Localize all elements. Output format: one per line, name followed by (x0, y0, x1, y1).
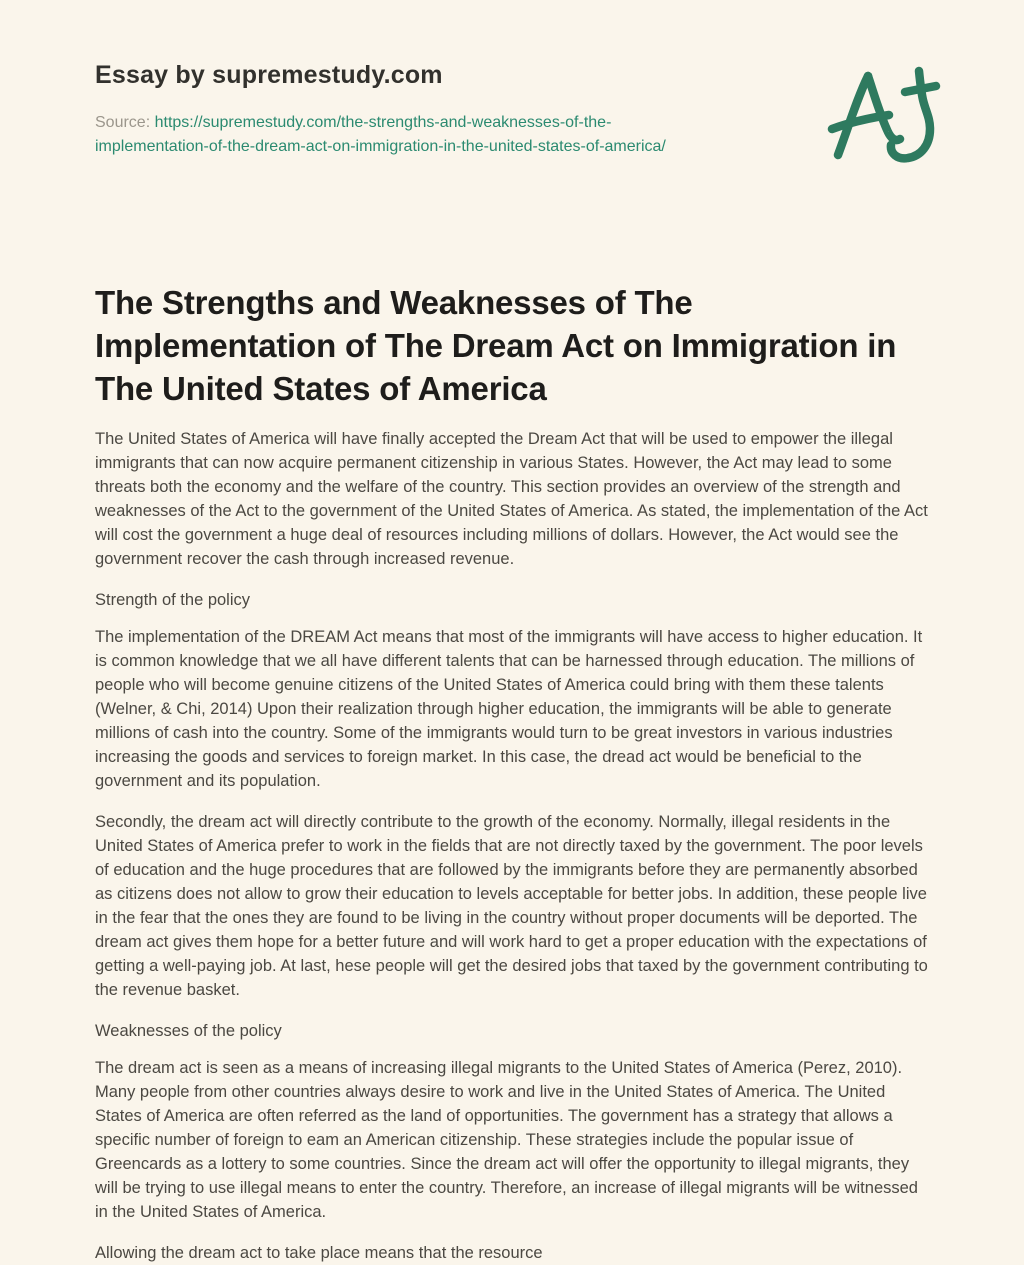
source-line (95, 111, 695, 159)
article-paragraph: Allowing the dream act to take place means that the resource (95, 1244, 543, 1262)
article-body (95, 427, 929, 1265)
article-paragraph: The United States of America will have finally accepted the Dream Act that will be used to empower the illegal immigrants that can now acquire permanent citizenship in various States. However, the Act may lead to some threats both the economy and the welfare of the country. This section provides an overview of the strength and weaknesses of the Act to the government of the United States of America. As stated, the implementation of the Act will cost the government a huge deal of resources including millions of dollars. However, the Act would see the government recover the cash through increased revenue. (95, 430, 928, 568)
article-paragraph: The dream act is seen as a means of increasing illegal migrants to the United States of America (Perez, 2010). Many people from other countries always desire to work and live in the United States of America. The United States of America are often referred as the land of opportunities. The government has a strategy that allows a specific number of foreign to eam an American citizenship. These strategies include the popular issue of Greencards as a lottery to some countries. Since the dream act will offer the opportunity to illegal migrants, they will be trying to use illegal means to enter the country. Therefore, an increase of illegal migrants will be witnessed in the United States of America. (95, 1059, 918, 1221)
section-heading-weaknesses: Weaknesses of the policy (95, 1022, 282, 1040)
a-plus-logo-icon (827, 66, 939, 191)
article-paragraph: The implementation of the DREAM Act means that most of the immigrants will have access to higher education. It is common knowledge that we all have different talents that can be harnessed through education. The millions of people who will become genuine citizens of the United States of America could bring with them these talents (Welner, & Chi, 2014) Upon their realization through higher education, the immigrants will be able to generate millions of cash into the country. Some of the immigrants would turn to be great investors in various industries increasing the goods and services to foreign market. In this case, the dread act would be beneficial to the government and its population. (95, 628, 923, 790)
masthead-title: Essay by supremestudy.com (95, 61, 443, 89)
page-header (95, 60, 929, 191)
article-paragraph: Secondly, the dream act will directly contribute to the growth of the economy. Normally, illegal residents in the United States of America prefer to work in the fields that are not directly taxed by the government. The poor levels of education and the huge procedures that are followed by the immigrants before they are permanently absorbed as citizens does not allow to grow their education to levels acceptable for better jobs. In addition, these people live in the fear that the ones they are found to be living in the country without proper documents will be deported. The dream act gives them hope for a better future and will work hard to get a proper education with the expectations of getting a well-paying job. At last, hese people will get the desired jobs that taxed by the government contributing to the revenue basket. (95, 813, 928, 999)
section-heading-strength: Strength of the policy (95, 591, 251, 609)
header-left (95, 60, 695, 159)
source-link[interactable]: https://supremestudy.com/the-strengths-and-weaknesses-of-the-implementation-of-the-dream-act-on-immigration-in-the-united-states-of-america/ (95, 114, 666, 155)
article-title: The Strengths and Weaknesses of The Implementation of The Dream Act on Immigration in The United States of America (95, 284, 897, 407)
source-label: Source: (95, 114, 151, 131)
